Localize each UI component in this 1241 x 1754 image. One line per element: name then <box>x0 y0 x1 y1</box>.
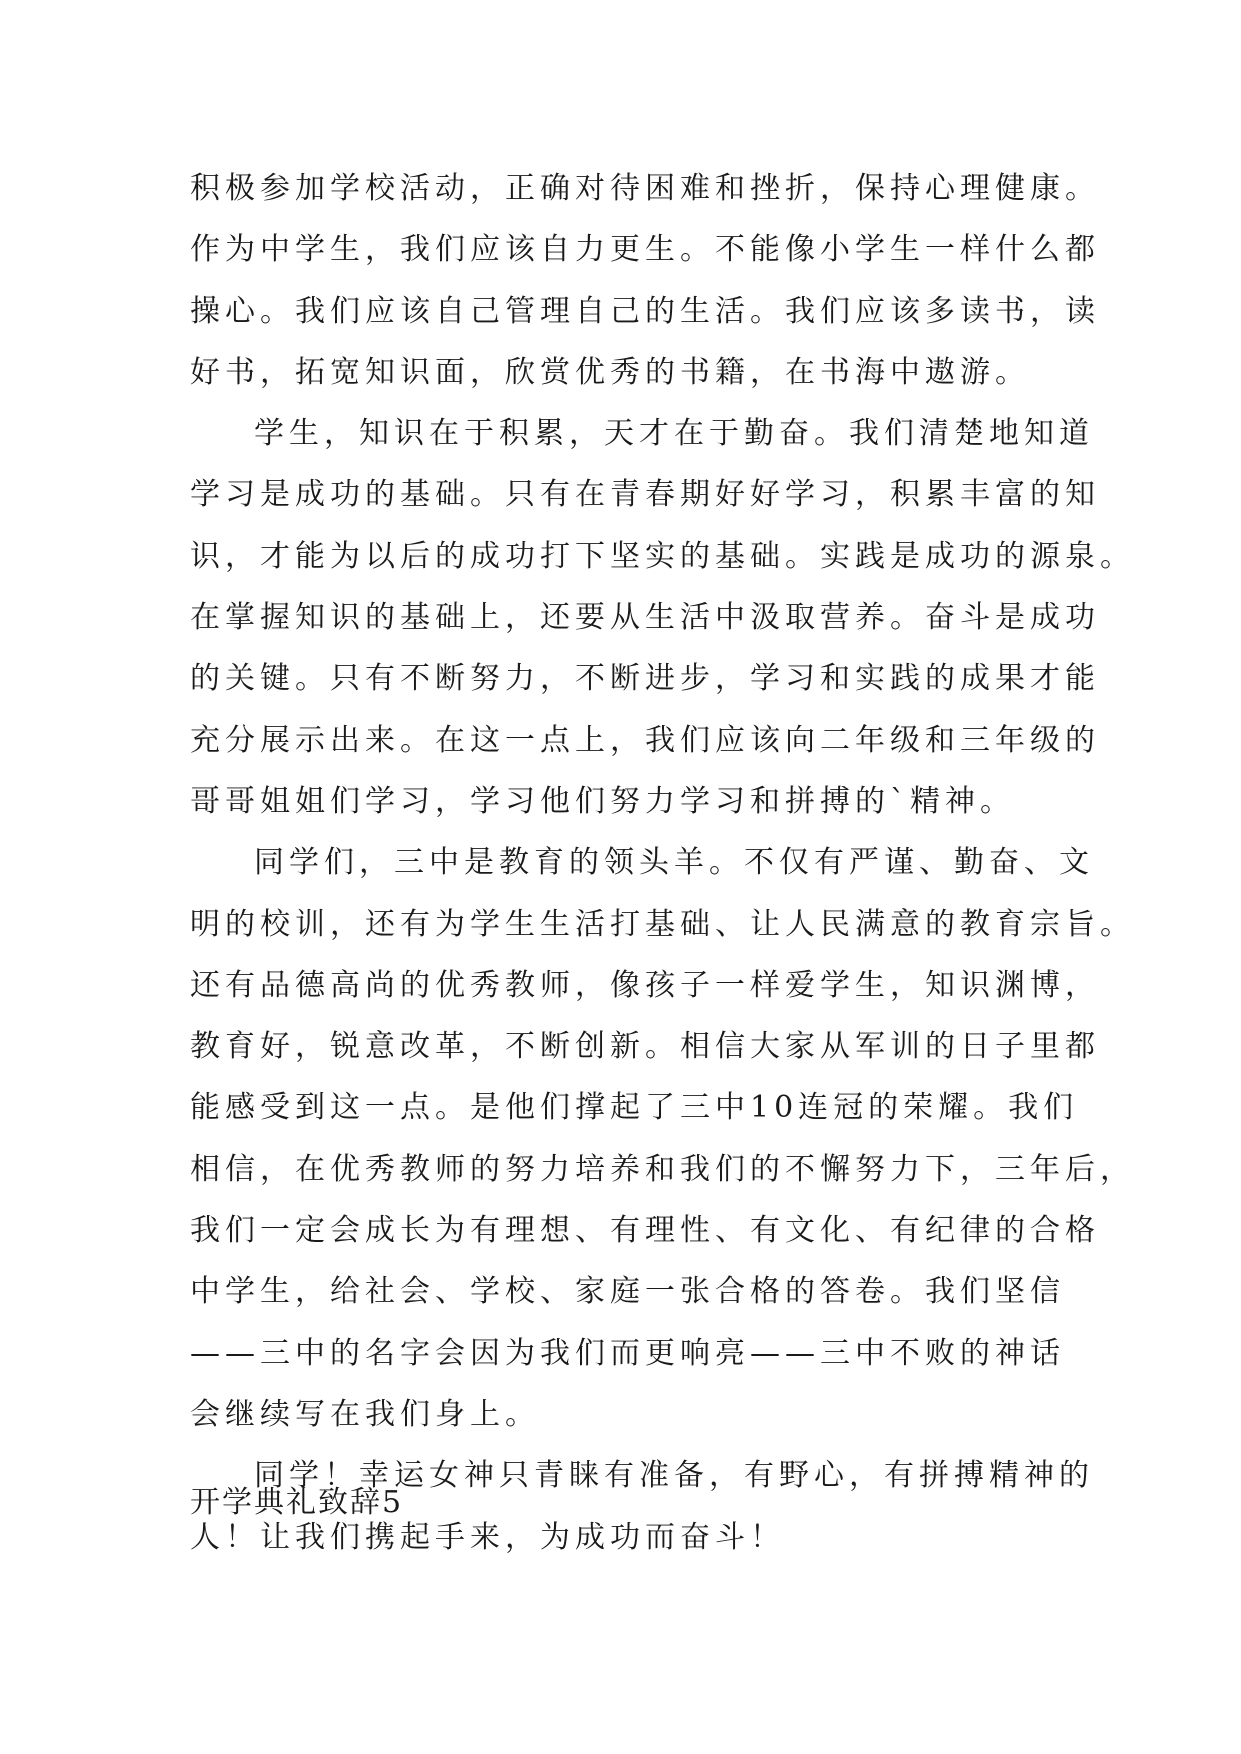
text-line: 操心。我们应该自己管理自己的生活。我们应该多读书，读 <box>190 293 1100 329</box>
text-line: ——三中的名字会因为我们而更响亮——三中不败的神话 <box>190 1335 1065 1371</box>
paragraph-start-line: 同学！幸运女神只青睐有准备，有野心，有拼搏精神的 <box>254 1458 1094 1494</box>
text-line: 充分展示出来。在这一点上，我们应该向二年级和三年级的 <box>190 722 1100 758</box>
text-line: 人！让我们携起手来，为成功而奋斗！ <box>190 1519 785 1555</box>
text-line: 教育好，锐意改革，不断创新。相信大家从军训的日子里都 <box>190 1029 1100 1065</box>
paragraph-start-line: 同学们，三中是教育的领头羊。不仅有严谨、勤奋、文 <box>254 845 1094 881</box>
text-line: 好书，拓宽知识面，欣赏优秀的书籍，在书海中遨游。 <box>190 354 1030 390</box>
text-line: 哥哥姐姐们学习，学习他们努力学习和拼搏的`精神。 <box>190 783 1015 819</box>
text-line: 积极参加学校活动，正确对待困难和挫折，保持心理健康。 <box>190 171 1100 206</box>
text-line: 识，才能为以后的成功打下坚实的基础。实践是成功的源泉。 <box>190 538 1135 574</box>
text-line: 中学生，给社会、学校、家庭一张合格的答卷。我们坚信 <box>190 1274 1065 1310</box>
paragraph-start-line: 学生，知识在于积累，天才在于勤奋。我们清楚地知道 <box>254 416 1094 452</box>
text-line: 会继续写在我们身上。 <box>190 1396 540 1432</box>
text-line: 相信，在优秀教师的努力培养和我们的不懈努力下，三年后， <box>190 1151 1135 1187</box>
text-line: 在掌握知识的基础上，还要从生活中汲取营养。奋斗是成功 <box>190 600 1100 636</box>
text-line: 的关键。只有不断努力，不断进步，学习和实践的成果才能 <box>190 661 1100 697</box>
text-line: 作为中学生，我们应该自力更生。不能像小学生一样什么都 <box>190 232 1100 268</box>
text-line: 还有品德高尚的优秀教师，像孩子一样爱学生，知识渊博， <box>190 967 1100 1003</box>
text-line: 能感受到这一点。是他们撑起了三中10连冠的荣耀。我们 <box>190 1090 1079 1126</box>
text-line: 学习是成功的基础。只有在青春期好好学习，积累丰富的知 <box>190 477 1100 513</box>
document-body <box>190 158 1135 1568</box>
text-line: 我们一定会成长为有理想、有理性、有文化、有纪律的合格 <box>190 1213 1100 1249</box>
text-line: 明的校训，还有为学生生活打基础、让人民满意的教育宗旨。 <box>190 906 1135 942</box>
section-heading: 开学典礼致辞5 <box>190 1485 404 1520</box>
